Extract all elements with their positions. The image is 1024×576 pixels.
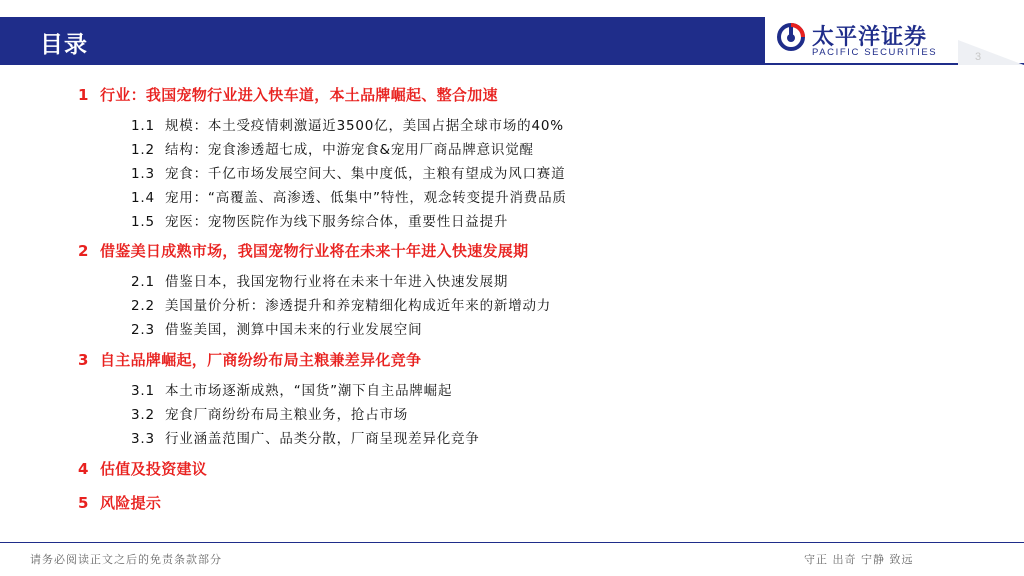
item-number: 2.3 <box>131 322 155 338</box>
toc-section-3[interactable] <box>78 349 421 370</box>
toc-item-3-3[interactable] <box>131 427 480 447</box>
toc-item-2-3[interactable] <box>131 318 422 338</box>
item-number: 3.2 <box>131 407 155 423</box>
item-text: 宠医：宠物医院作为线下服务综合体，重要性日益提升 <box>165 214 509 230</box>
toc-item-1-5[interactable] <box>131 210 508 230</box>
section-title: 估值及投资建议 <box>100 460 208 478</box>
footer-divider <box>0 542 1024 543</box>
section-number: 1 <box>78 86 89 104</box>
item-text: 宠食厂商纷纷布局主粮业务，抢占市场 <box>165 407 409 423</box>
item-number: 1.3 <box>131 166 155 182</box>
item-number: 1.5 <box>131 214 155 230</box>
footer-disclaimer: 请务必阅读正文之后的免责条款部分 <box>30 553 222 566</box>
item-text: 行业涵盖范围广、品类分散，厂商呈现差异化竞争 <box>165 431 480 447</box>
toc-item-2-2[interactable] <box>131 294 551 314</box>
toc-item-1-1[interactable] <box>131 114 564 134</box>
toc-section-4[interactable] <box>78 458 207 479</box>
toc-section-5[interactable] <box>78 492 161 513</box>
section-title: 自主品牌崛起，厂商纷纷布局主粮兼差异化竞争 <box>100 351 422 369</box>
item-text: 宠食：千亿市场发展空间大、集中度低，主粮有望成为风口赛道 <box>165 166 566 182</box>
item-number: 2.2 <box>131 298 155 314</box>
item-number: 2.1 <box>131 274 155 290</box>
item-text: 本土市场逐渐成熟，“国货”潮下自主品牌崛起 <box>165 383 453 399</box>
item-text: 借鉴日本，我国宠物行业将在未来十年进入快速发展期 <box>165 274 509 290</box>
section-title: 借鉴美日成熟市场，我国宠物行业将在未来十年进入快速发展期 <box>100 242 529 260</box>
item-text: 美国量价分析：渗透提升和养宠精细化构成近年来的新增动力 <box>165 298 552 314</box>
item-number: 3.3 <box>131 431 155 447</box>
toc-item-1-4[interactable] <box>131 186 567 206</box>
footer-motto: 守正 出奇 宁静 致远 <box>804 553 914 566</box>
section-number: 3 <box>78 351 89 369</box>
item-number: 1.2 <box>131 142 155 158</box>
toc-section-2[interactable] <box>78 240 528 261</box>
item-text: 宠用：“高覆盖、高渗透、低集中”特性，观念转变提升消费品质 <box>165 190 567 206</box>
logo-name-en: PACIFIC SECURITIES <box>812 47 938 58</box>
toc-item-1-2[interactable] <box>131 138 534 158</box>
toc-item-3-2[interactable] <box>131 403 408 423</box>
item-text: 结构：宠食渗透超七成，中游宠食&宠用厂商品牌意识觉醒 <box>165 142 534 158</box>
toc-section-1[interactable] <box>78 84 498 105</box>
section-number: 2 <box>78 242 89 260</box>
section-number: 5 <box>78 494 89 512</box>
page-number: 3 <box>975 51 982 63</box>
page-title: 目录 <box>40 32 88 58</box>
section-number: 4 <box>78 460 89 478</box>
toc-item-2-1[interactable] <box>131 270 508 290</box>
item-text: 规模：本土受疫情刺激逼近3500亿，美国占据全球市场的40% <box>165 118 564 134</box>
section-title: 风险提示 <box>100 494 162 512</box>
item-text: 借鉴美国，测算中国未来的行业发展空间 <box>165 322 423 338</box>
toc-item-1-3[interactable] <box>131 162 565 182</box>
section-title: 行业：我国宠物行业进入快车道，本土品牌崛起、整合加速 <box>100 86 498 104</box>
toc-item-3-1[interactable] <box>131 379 452 399</box>
item-number: 1.4 <box>131 190 155 206</box>
item-number: 1.1 <box>131 118 155 134</box>
logo-name-cn: 太平洋证券 <box>812 25 928 50</box>
item-number: 3.1 <box>131 383 155 399</box>
